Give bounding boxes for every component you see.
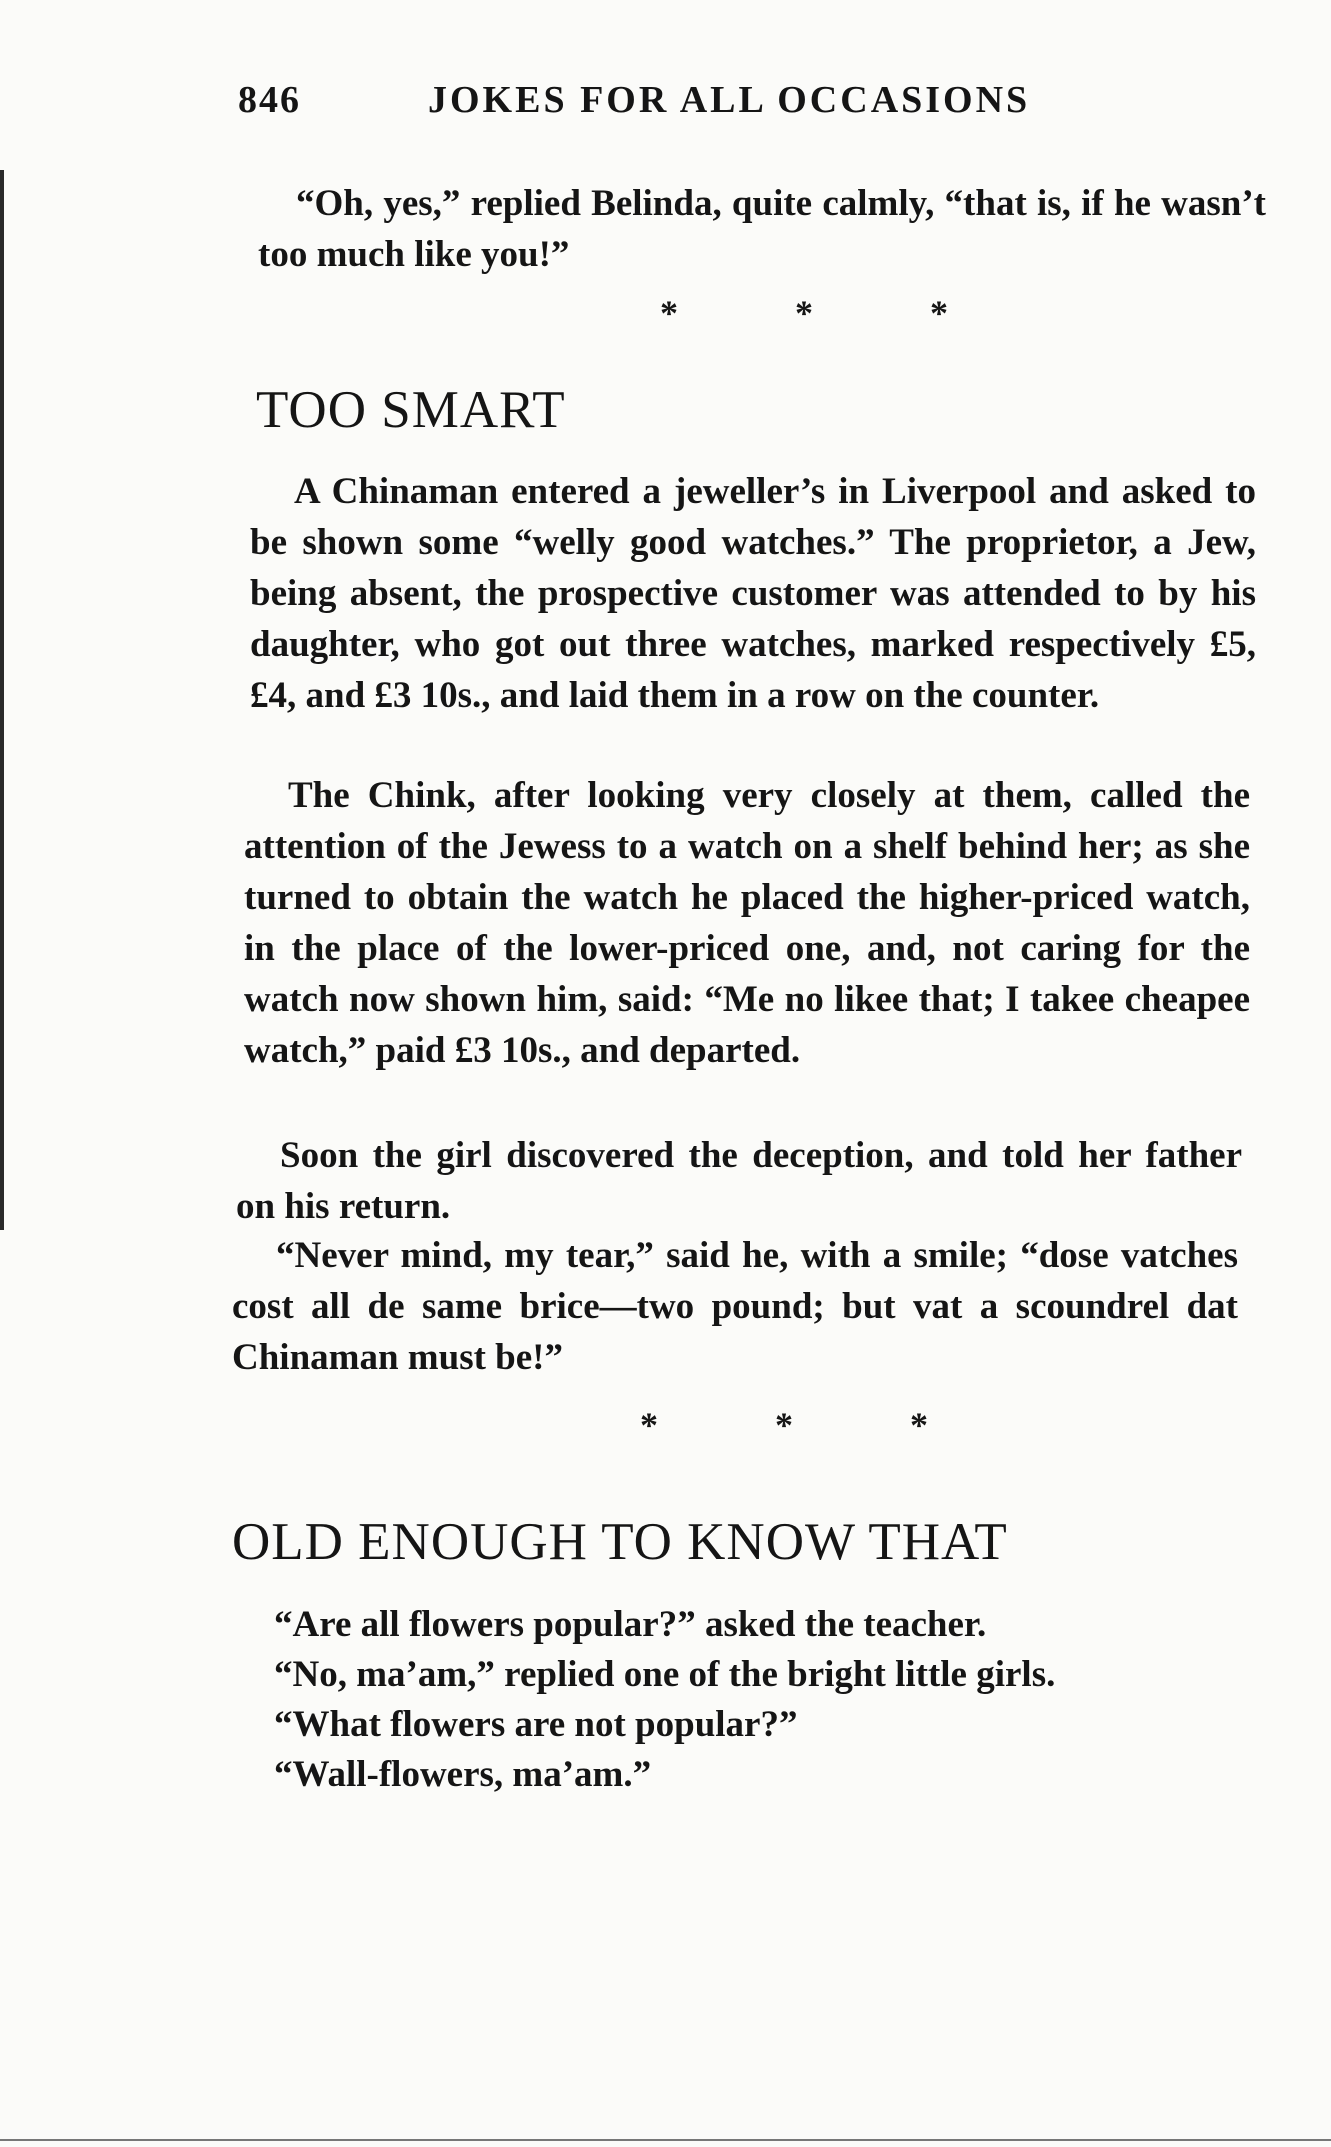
opening-paragraph: “Oh, yes,” replied Belinda, quite calmly, “that is, if he wasn’t too much like you!” xyxy=(258,183,1266,275)
dialogue-line: “Wall-flowers, ma’am.” xyxy=(274,1754,652,1795)
story-paragraph: Soon the girl discovered the deception, and told her father on his return. xyxy=(236,1135,1242,1227)
page-header xyxy=(238,78,1138,128)
dialogue-line: “Are all flowers popular?” asked the teacher. xyxy=(274,1604,987,1645)
page-bottom-edge xyxy=(0,2139,1331,2141)
section-separator: * * * xyxy=(660,293,1002,333)
story-paragraph: A Chinaman entered a jeweller’s in Liverpool and asked to be shown some “welly good watches.” The proprietor, a Jew, being absent, the prospective customer was attended to by his daughter, who got out three watches, marked respectively £5, £4, and £3 10s., and laid them in a row on the counter. xyxy=(250,471,1256,716)
dialogue-line: “What flowers are not popular?” xyxy=(274,1704,798,1745)
story-title-too-smart: TOO SMART xyxy=(256,381,566,439)
section-separator: * * * xyxy=(640,1405,982,1445)
story-paragraph: The Chink, after looking very closely at them, called the attention of the Jewess to a watch on a shelf behind her; as she turned to obtain the watch he placed the higher-priced watch, in the place of the lower-priced one, and, not caring for the watch now shown him, said: “Me no likee that; I takee cheapee watch,” paid £3 10s., and departed. xyxy=(244,775,1250,1071)
story-paragraph: “Never mind, my tear,” said he, with a smile; “dose vatches cost all de same brice—two pound; but vat a scoundrel dat Chinaman must be!” xyxy=(232,1235,1238,1378)
story-title-old-enough: OLD ENOUGH TO KNOW THAT xyxy=(232,1513,1008,1571)
page-binding-edge xyxy=(0,170,4,1230)
dialogue-line: “No, ma’am,” replied one of the bright little girls. xyxy=(274,1654,1056,1695)
running-title: JOKES FOR ALL OCCASIONS xyxy=(428,79,1031,121)
page-number: 846 xyxy=(238,79,301,121)
